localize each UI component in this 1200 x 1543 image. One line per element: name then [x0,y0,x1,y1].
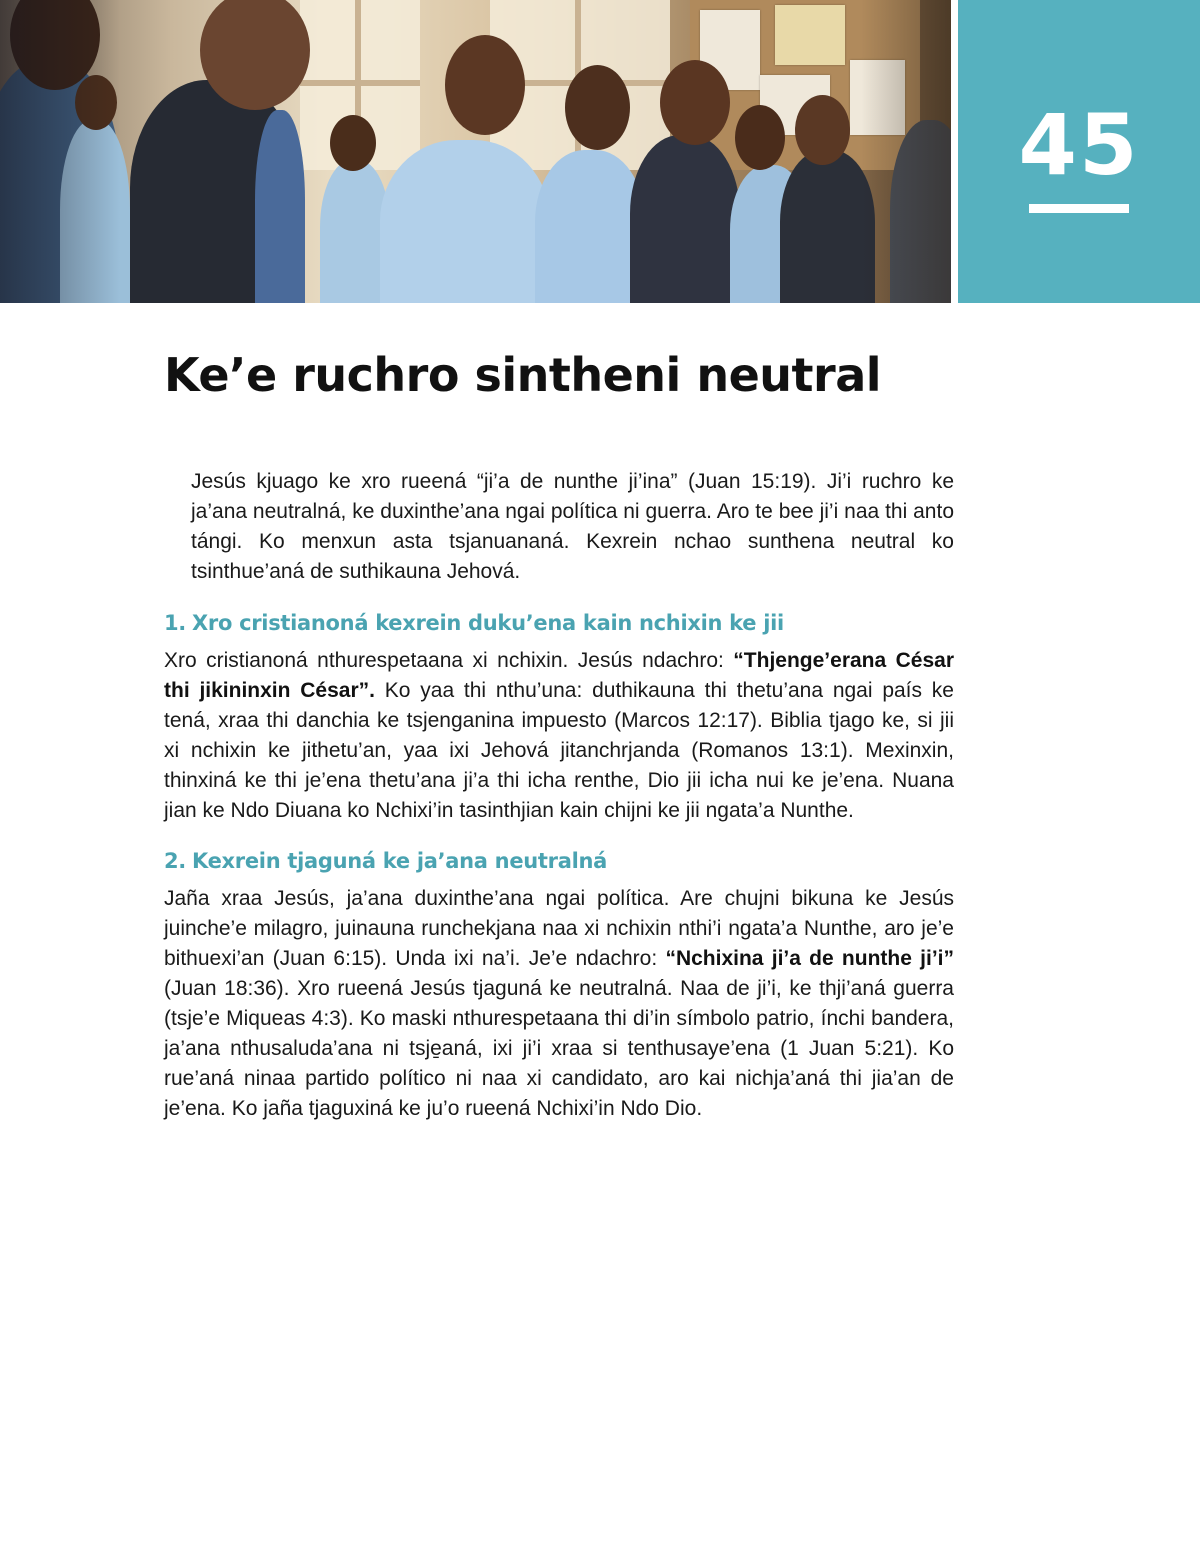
section-heading [164,608,954,638]
section-heading [164,846,954,876]
tie [255,110,305,303]
student-head [660,60,730,145]
bold-quote: “Nchixina ji’a de nunthe ji’i” [665,947,954,970]
section-paragraph [164,646,954,826]
intro-paragraph: Jesús kjuago ke xro rueená “ji’a de nunthe ji’ina” (Juan 15:19). Ji’i ruchro ke ja’ana neutralná, ke duxinthe’ana ngai política ni guerra. Aro te bee ji’i naa thi anto tángi. Ko menxun asta tsjanuananá. Kexrein nchao sunthena neutral ko tsinthue’aná de suthikauna Jehová. [191,470,954,583]
section-number: 1. [164,611,186,635]
student-head [565,65,630,150]
student-head [330,115,376,171]
section-2 [164,846,954,1124]
bold-quote: “Thjenge’erana César thi jikininxin César”. [164,649,954,702]
lesson-number-underline [1029,204,1129,213]
vignette [861,0,951,303]
section-paragraph [164,884,954,1124]
window-frame [300,80,420,86]
student-head [795,95,850,165]
lesson-number-tab [958,0,1200,303]
student-figure [535,150,645,303]
paragraph-text: Xro cristianoná nthurespetaana xi nchixin. Jesús ndachro: [164,649,734,672]
student-figure [380,140,550,303]
student-head [735,105,785,170]
paragraph-text: Jaña xraa Jesús, ja’ana duxinthe’ana ngai política. Are chujni bikuna ke Jesús juinche’e milagro, juinauna runchekjana naa xi nchixin nthi’i ngata’a Nunthe, aro je’e bithuexi’an (Juan 6:15). Unda ixi na’i. Je’e ndachro: [164,887,954,970]
vignette [0,0,120,303]
section-1 [164,608,954,826]
student-head [200,0,310,110]
section-number: 2. [164,849,186,873]
poster [775,5,845,65]
lesson-body [164,446,954,1124]
header-photo [0,0,951,303]
student-head [445,35,525,135]
section-title: Kexrein tjaguná ke ja’ana neutralná [192,849,608,873]
lesson-number: 45 [1018,96,1140,194]
page-title: Ke’e ruchro sintheni neutral [164,348,882,402]
section-title: Xro cristianoná kexrein duku’ena kain nchixin ke jii [192,611,784,635]
paragraph-text: Ko yaa thi nthu’una: duthikauna thi thetu’ana ngai país ke tená, xraa thi danchia ke tsjenganina impuesto (Marcos 12:17). Biblia tjago ke, si jii xi nchixin ke jithetu’an, yaa ixi Jehová jitanchrjanda (Romanos 13:1). Mexinxin, thinxiná ke thi je’ena thetu’ana ji’a thi icha renthe, Dio jii icha nui ke je’ena. Nuana jian ke Ndo Diuana ko Nchixi’in tasinthjian kain chijni ke jii ngata’a Nunthe. [164,679,954,822]
paragraph-text: (Juan 18:36). Xro rueená Jesús tjaguná ke neutralná. Naa de ji’i, ke thji’aná guerra (tsje’e Miqueas 4:3). Ko maski nthurespetaana thi di’in símbolo patrio, ínchi bandera, ja’ana nthusaluda’ana ni tsje̱aná, ixi ji’i xraa si tenthusaye’ena (1 Juan 5:21). Ko rue’aná ninaa partido político ni naa xi candidato, aro kai nichja’aná thi jia’an de je’ena. Ko jaña tjaguxiná ke ju’o rueená Nchixi’in Ndo Dio. [164,977,954,1120]
student-figure [630,135,740,303]
